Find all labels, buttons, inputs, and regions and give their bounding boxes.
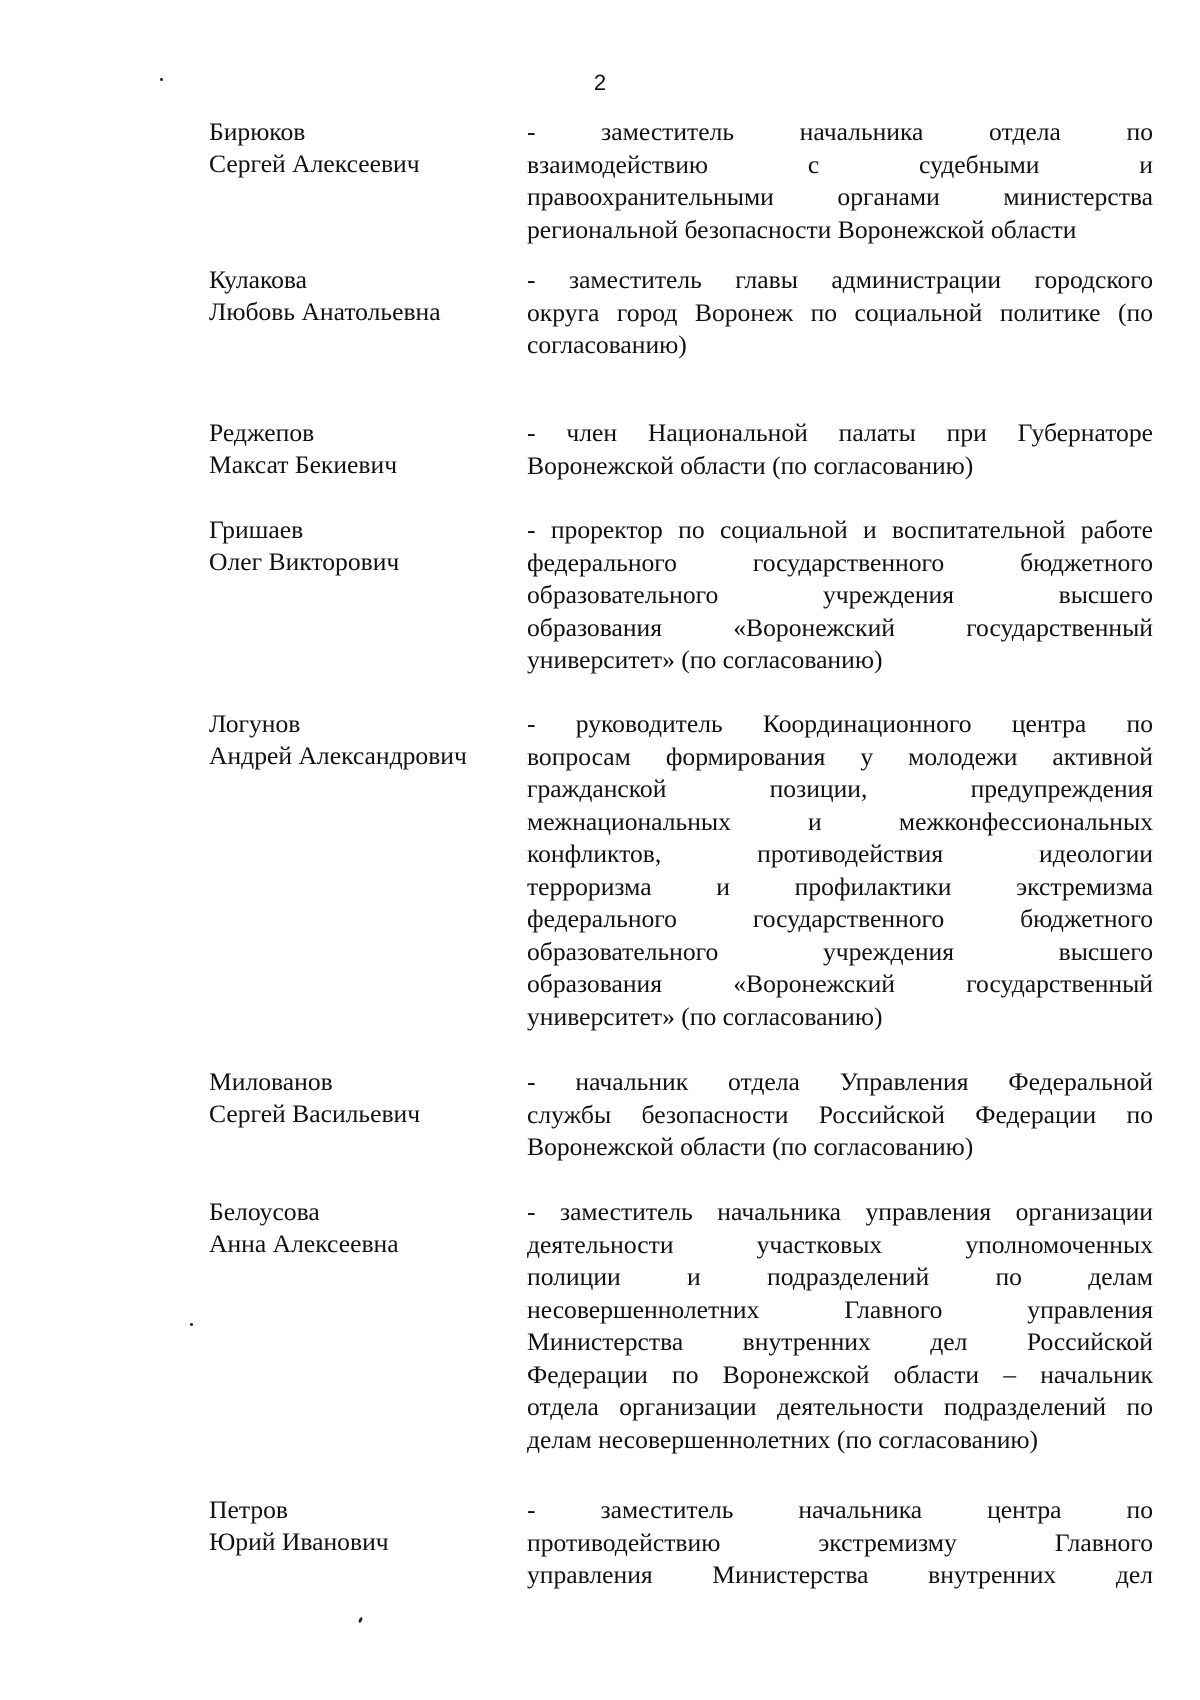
member-given-names: Максат Бекиевич bbox=[209, 450, 398, 479]
role-line: гражданской позиции, предупреждения bbox=[527, 774, 1153, 803]
role-line: делам несовершеннолетних (по согласованию) bbox=[527, 1424, 1039, 1454]
member-name bbox=[209, 1494, 519, 1558]
role-line: - проректор по социальной и воспитательной работе bbox=[527, 515, 1153, 544]
role-line: деятельности участковых уполномоченных bbox=[527, 1229, 1153, 1259]
role-line: - заместитель начальника отдела по bbox=[527, 117, 1153, 146]
member-given-names: Сергей Алексеевич bbox=[209, 149, 420, 178]
member-given-names: Анна Алексеевна bbox=[209, 1229, 399, 1258]
member-surname: Гришаев bbox=[209, 515, 304, 544]
role-line: Министерства внутренних дел Российской bbox=[527, 1327, 1153, 1356]
role-line: университет» (по согласованию) bbox=[527, 645, 883, 674]
role-line: - начальник отдела Управления Федеральной bbox=[527, 1067, 1153, 1096]
role-line: конфликтов, противодействия идеологии bbox=[527, 839, 1153, 868]
role-line: образовательного учреждения высшего bbox=[527, 936, 1153, 966]
member-given-names: Сергей Васильевич bbox=[209, 1099, 421, 1128]
member-role bbox=[527, 264, 1153, 362]
member-role bbox=[527, 1494, 1153, 1592]
scan-speck bbox=[190, 1323, 193, 1326]
member-role bbox=[527, 1066, 1153, 1164]
role-line: Воронежской области (по согласованию) bbox=[527, 450, 974, 480]
role-line: вопросам формирования у молодежи активной bbox=[527, 741, 1153, 771]
member-surname: Бирюков bbox=[209, 117, 306, 146]
role-line: терроризма и профилактики экстремизма bbox=[527, 871, 1153, 901]
member-given-names: Олег Викторович bbox=[209, 547, 400, 576]
member-surname: Белоусова bbox=[209, 1197, 320, 1226]
member-role bbox=[527, 417, 1153, 482]
member-given-names: Андрей Александрович bbox=[209, 741, 467, 770]
scan-speck bbox=[358, 1617, 363, 1624]
role-line: противодействию экстремизму Главного bbox=[527, 1527, 1153, 1557]
member-surname: Петров bbox=[209, 1495, 289, 1524]
role-line: образования «Воронежский государственный bbox=[527, 612, 1153, 642]
member-surname: Реджепов bbox=[209, 418, 315, 447]
member-name bbox=[209, 1196, 519, 1260]
role-line: несовершеннолетних Главного управления bbox=[527, 1294, 1153, 1324]
member-name bbox=[209, 417, 519, 481]
member-name bbox=[209, 514, 519, 578]
role-line: правоохранительными органами министерства bbox=[527, 182, 1153, 211]
role-line: управления Министерства внутренних дел bbox=[527, 1560, 1153, 1589]
role-line: федерального государственного бюджетного bbox=[527, 904, 1153, 933]
role-line: службы безопасности Российской Федерации по bbox=[527, 1099, 1153, 1129]
role-line: образования «Воронежский государственный bbox=[527, 969, 1153, 998]
member-role bbox=[527, 116, 1153, 246]
role-line: согласованию) bbox=[527, 330, 687, 359]
role-line: Федерации по Воронежской области – начальник bbox=[527, 1359, 1153, 1389]
member-given-names: Юрий Иванович bbox=[209, 1527, 389, 1556]
role-line: - руководитель Координационного центра по bbox=[527, 709, 1153, 738]
member-role bbox=[527, 1196, 1153, 1456]
member-name bbox=[209, 264, 519, 328]
role-line: - заместитель главы администрации городского bbox=[527, 265, 1153, 294]
member-given-names: Любовь Анатольевна bbox=[209, 297, 441, 326]
role-line: университет» (по согласованию) bbox=[527, 1001, 883, 1031]
role-line: - заместитель начальника управления организации bbox=[527, 1197, 1153, 1226]
role-line: межнациональных и межконфессиональных bbox=[527, 806, 1153, 836]
role-line: округа город Воронеж по социальной политике (по bbox=[527, 297, 1153, 327]
member-name bbox=[209, 1066, 519, 1130]
member-role bbox=[527, 514, 1153, 677]
role-line: региональной безопасности Воронежской области bbox=[527, 214, 1077, 244]
role-line: образовательного учреждения высшего bbox=[527, 580, 1153, 609]
role-line: - член Национальной палаты при Губернаторе bbox=[527, 418, 1153, 447]
role-line: - заместитель начальника центра по bbox=[527, 1495, 1153, 1524]
page-number: 2 bbox=[593, 70, 607, 95]
role-line: взаимодействию с судебными и bbox=[527, 149, 1153, 179]
scan-speck bbox=[160, 78, 163, 81]
role-line: федерального государственного бюджетного bbox=[527, 547, 1153, 577]
role-line: Воронежской области (по согласованию) bbox=[527, 1132, 974, 1161]
member-surname: Милованов bbox=[209, 1067, 333, 1096]
role-line: отдела организации деятельности подразделений по bbox=[527, 1392, 1153, 1421]
member-surname: Кулакова bbox=[209, 265, 307, 294]
member-surname: Логунов bbox=[209, 709, 301, 738]
member-name bbox=[209, 708, 519, 772]
member-role bbox=[527, 708, 1153, 1033]
role-line: полиции и подразделений по делам bbox=[527, 1262, 1153, 1291]
member-name bbox=[209, 116, 519, 180]
